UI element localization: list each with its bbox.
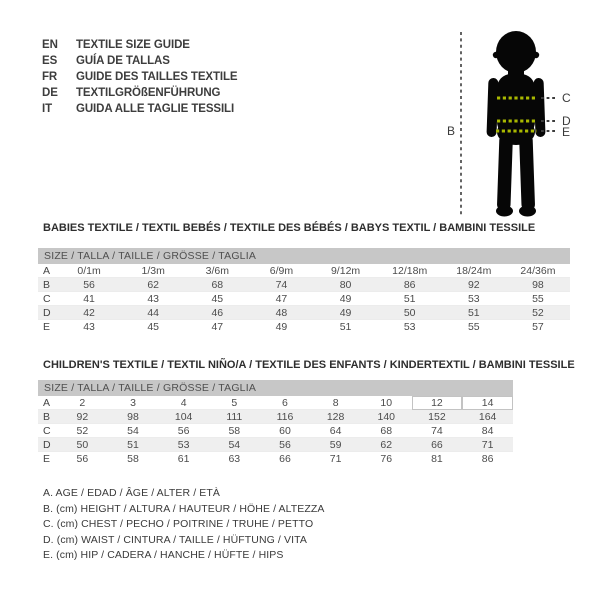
size-cell: 164 bbox=[462, 410, 513, 424]
size-cell: 41 bbox=[57, 292, 121, 306]
table-row bbox=[38, 320, 570, 334]
child-silhouette bbox=[486, 31, 545, 217]
size-cell: 84 bbox=[462, 424, 513, 438]
size-cell: 81 bbox=[412, 452, 463, 466]
table-row bbox=[38, 396, 513, 410]
waist-label: D bbox=[562, 114, 571, 128]
size-cell: 49 bbox=[249, 320, 313, 334]
language-title: GUIDE DES TAILLES TEXTILE bbox=[76, 71, 238, 83]
row-label: E bbox=[38, 320, 57, 334]
measurement-figure bbox=[440, 12, 600, 227]
size-cell: 45 bbox=[185, 292, 249, 306]
size-cell: 59 bbox=[310, 438, 361, 452]
size-cell: 42 bbox=[57, 306, 121, 320]
size-cell: 92 bbox=[442, 278, 506, 292]
size-cell: 111 bbox=[209, 410, 260, 424]
language-code: ES bbox=[42, 55, 58, 67]
size-cell: 54 bbox=[209, 438, 260, 452]
children-size-table bbox=[38, 396, 513, 465]
table-row bbox=[38, 264, 570, 278]
size-cell: 53 bbox=[158, 438, 209, 452]
table-row bbox=[38, 452, 513, 466]
size-cell: 86 bbox=[378, 278, 442, 292]
size-cell: 61 bbox=[158, 452, 209, 466]
row-label: A bbox=[43, 396, 51, 409]
table-row bbox=[38, 306, 570, 320]
size-cell: 104 bbox=[158, 410, 209, 424]
size-cell: 1/3m bbox=[141, 264, 165, 277]
size-cell: 76 bbox=[361, 452, 412, 466]
children-table-header: SIZE / TALLA / TAILLE / GRÖSSE / TAGLIA bbox=[38, 380, 513, 396]
language-code: FR bbox=[42, 71, 58, 83]
size-cell: 51 bbox=[108, 438, 159, 452]
size-cell: 46 bbox=[185, 306, 249, 320]
size-cell: 52 bbox=[57, 424, 108, 438]
babies-table-header: SIZE / TALLA / TAILLE / GRÖSSE / TAGLIA bbox=[38, 248, 570, 264]
language-title: TEXTILGRÖßENFÜHRUNG bbox=[76, 87, 221, 99]
table-row bbox=[38, 410, 513, 424]
size-cell: 18/24m bbox=[456, 264, 492, 277]
size-cell: 6 bbox=[282, 396, 288, 409]
language-list bbox=[42, 37, 238, 117]
size-cell: 56 bbox=[260, 438, 311, 452]
measurement-legend bbox=[43, 486, 325, 564]
row-label: E bbox=[38, 452, 57, 466]
babies-section-title: BABIES TEXTILE / TEXTIL BEBÉS / TEXTILE DES BÉBÉS / BABYS TEXTIL / BAMBINI TESSILE bbox=[43, 222, 536, 234]
size-cell: 8 bbox=[332, 396, 339, 409]
language-row-it bbox=[42, 101, 238, 117]
row-label: C bbox=[38, 424, 57, 438]
size-cell: 49 bbox=[314, 306, 378, 320]
size-cell: 51 bbox=[442, 306, 506, 320]
size-cell: 62 bbox=[361, 438, 412, 452]
size-cell: 12/18m bbox=[392, 264, 428, 277]
size-cell: 48 bbox=[249, 306, 313, 320]
size-cell: 56 bbox=[158, 424, 209, 438]
language-row-fr bbox=[42, 69, 238, 85]
babies-size-section bbox=[38, 223, 570, 333]
size-cell: 55 bbox=[506, 292, 570, 306]
size-cell: 43 bbox=[121, 292, 185, 306]
size-cell: 128 bbox=[310, 410, 361, 424]
size-cell: 66 bbox=[260, 452, 311, 466]
size-cell: 64 bbox=[310, 424, 361, 438]
size-cell: 44 bbox=[121, 306, 185, 320]
size-cell: 12 bbox=[412, 396, 463, 410]
size-cell: 71 bbox=[462, 438, 513, 452]
size-cell: 152 bbox=[412, 410, 463, 424]
size-cell: 86 bbox=[462, 452, 513, 466]
table-row bbox=[38, 292, 570, 306]
size-cell: 10 bbox=[380, 396, 393, 409]
children-section-title: CHILDREN'S TEXTILE / TEXTIL NIÑO/A / TEXTILE DES ENFANTS / KINDERTEXTIL / BAMBINI TESSILE bbox=[43, 359, 575, 371]
child-silhouette-diagram bbox=[440, 12, 600, 227]
size-cell: 98 bbox=[506, 278, 570, 292]
language-row-en bbox=[42, 37, 238, 53]
size-cell: 80 bbox=[314, 278, 378, 292]
language-title: GUIDA ALLE TAGLIE TESSILI bbox=[76, 103, 235, 115]
table-row bbox=[38, 438, 513, 452]
size-cell: 5 bbox=[231, 396, 238, 409]
size-cell: 92 bbox=[57, 410, 108, 424]
size-cell: 63 bbox=[209, 452, 260, 466]
size-cell: 3 bbox=[130, 396, 136, 409]
chest-label: C bbox=[562, 91, 571, 105]
size-cell: 55 bbox=[442, 320, 506, 334]
size-cell: 51 bbox=[378, 292, 442, 306]
size-cell: 68 bbox=[361, 424, 412, 438]
table-row bbox=[38, 424, 513, 438]
size-cell: 6/9m bbox=[269, 264, 294, 277]
language-title: GUÍA DE TALLAS bbox=[76, 55, 170, 67]
size-cell: 53 bbox=[378, 320, 442, 334]
size-cell: 56 bbox=[57, 452, 108, 466]
language-row-de bbox=[42, 85, 238, 101]
size-cell: 51 bbox=[314, 320, 378, 334]
size-cell: 0/1m bbox=[77, 264, 101, 277]
row-label: B bbox=[38, 278, 57, 292]
language-code: IT bbox=[42, 103, 53, 115]
children-size-section bbox=[38, 359, 575, 465]
size-cell: 68 bbox=[185, 278, 249, 292]
size-cell: 50 bbox=[378, 306, 442, 320]
size-cell: 116 bbox=[260, 410, 311, 424]
size-cell: 71 bbox=[310, 452, 361, 466]
size-cell: 54 bbox=[108, 424, 159, 438]
legend-chest: C. (cm) CHEST / PECHO / POITRINE / TRUHE / PETTO bbox=[43, 518, 314, 530]
row-label: D bbox=[38, 306, 57, 320]
hip-label: E bbox=[562, 125, 571, 139]
size-cell: 74 bbox=[412, 424, 463, 438]
size-cell: 60 bbox=[260, 424, 311, 438]
size-cell: 53 bbox=[442, 292, 506, 306]
size-cell: 3/6m bbox=[205, 264, 229, 277]
size-cell: 62 bbox=[121, 278, 185, 292]
language-code: EN bbox=[42, 39, 58, 51]
row-label: A bbox=[43, 264, 51, 277]
legend-hip: E. (cm) HIP / CADERA / HANCHE / HÜFTE / HIPS bbox=[43, 549, 284, 561]
size-cell: 58 bbox=[108, 452, 159, 466]
row-label: C bbox=[38, 292, 57, 306]
size-cell: 58 bbox=[209, 424, 260, 438]
legend-waist: D. (cm) WAIST / CINTURA / TAILLE / HÜFTUNG / VITA bbox=[43, 533, 307, 546]
row-label: B bbox=[38, 410, 57, 424]
size-cell: 9/12m bbox=[330, 264, 361, 277]
legend-height: B. (cm) HEIGHT / ALTURA / HAUTEUR / HÖHE / ALTEZZA bbox=[43, 502, 325, 515]
size-cell: 49 bbox=[314, 292, 378, 306]
size-cell: 43 bbox=[57, 320, 121, 334]
size-cell: 4 bbox=[180, 396, 187, 409]
size-cell: 47 bbox=[185, 320, 249, 334]
size-cell: 56 bbox=[57, 278, 121, 292]
row-label: D bbox=[38, 438, 57, 452]
language-title: TEXTILE SIZE GUIDE bbox=[76, 39, 190, 51]
language-row-es bbox=[42, 53, 238, 69]
language-code: DE bbox=[42, 87, 58, 99]
size-cell: 47 bbox=[249, 292, 313, 306]
size-cell: 98 bbox=[108, 410, 159, 424]
size-cell: 66 bbox=[412, 438, 463, 452]
legend-age: A. AGE / EDAD / ÂGE / ALTER / ETÀ bbox=[43, 487, 220, 499]
size-cell: 74 bbox=[249, 278, 313, 292]
size-cell: 50 bbox=[57, 438, 108, 452]
babies-size-table bbox=[38, 264, 570, 333]
size-cell: 52 bbox=[506, 306, 570, 320]
size-cell: 57 bbox=[506, 320, 570, 334]
size-cell: 45 bbox=[121, 320, 185, 334]
height-label: B bbox=[447, 124, 456, 138]
size-cell: 14 bbox=[462, 396, 513, 410]
size-cell: 24/36m bbox=[520, 264, 556, 277]
size-cell: 2 bbox=[79, 396, 86, 409]
size-cell: 140 bbox=[361, 410, 412, 424]
table-row bbox=[38, 278, 570, 292]
